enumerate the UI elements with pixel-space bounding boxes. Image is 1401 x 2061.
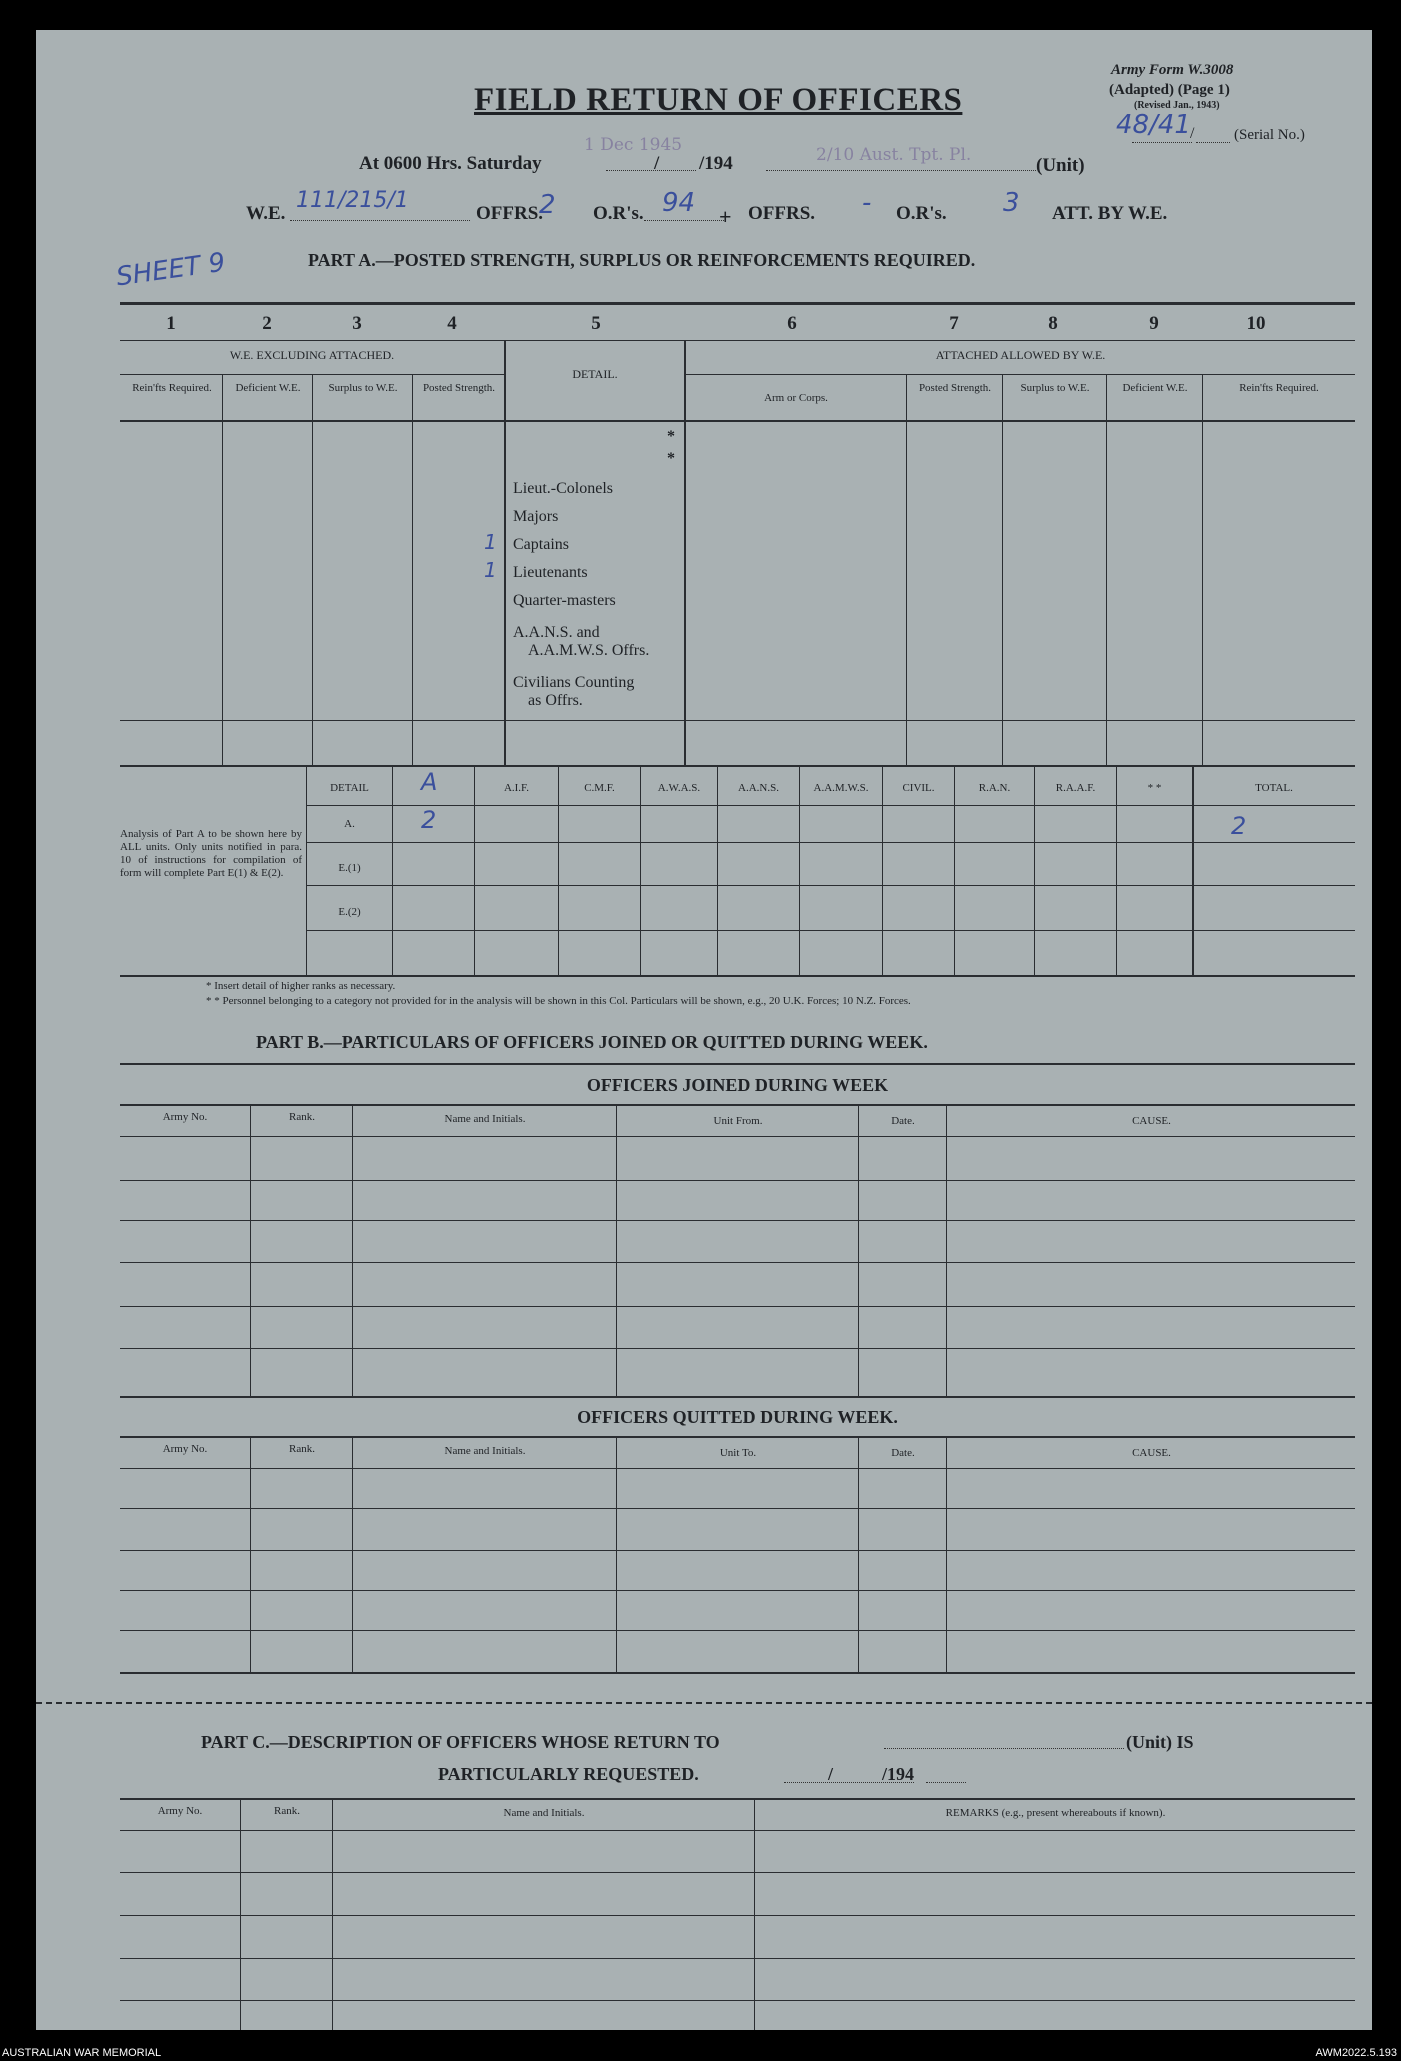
part-c-row-5 [120,2000,1355,2001]
joined-col-date: Date. [891,1115,915,1127]
serial-sep: / [1190,125,1195,142]
we-dotted [290,220,470,221]
quitted-v1 [250,1438,251,1672]
rank-civilians: Civilians Counting [513,674,635,691]
col-num-8: 8 [1048,313,1058,334]
col-num-2: 2 [262,313,272,334]
at-sep-2: /194 [699,153,733,174]
footer-institution: AUSTRALIAN WAR MEMORIAL [2,2047,162,2059]
joined-col-cause: CAUSE. [1132,1115,1171,1127]
rank-aans: A.A.N.S. and [513,624,600,641]
part-a-top-rule [120,302,1355,305]
footnote-2: * * Personnel belonging to a category not provided for in the analysis will be shown in this Col. Particulars will be shown, e.g., 20 U.K. Forces; 10 N.Z. Forces. [206,995,911,1007]
quitted-col-date: Date. [891,1447,915,1459]
form-page [36,30,1372,2030]
quitted-row-1 [120,1468,1355,1469]
joined-col-unit-from: Unit From. [713,1115,763,1127]
joined-row-1 [120,1136,1355,1137]
quitted-col-rank: Rank. [289,1443,315,1455]
right-col-surplus: Surplus to W.E. [1020,382,1090,394]
handwritten-lieutenants: 1 [484,558,497,582]
star-2: * [667,450,675,467]
joined-v3 [616,1106,617,1396]
ors-dotted [644,220,724,221]
analysis-v11 [1192,767,1194,975]
rank-aamws: A.A.M.W.S. Offrs. [528,642,650,659]
quitted-title: OFFICERS QUITTED DURING WEEK. [577,1407,898,1427]
analysis-v4 [640,767,641,975]
analysis-hdr-aif: A.I.F. [503,782,530,794]
vline-a9 [1202,375,1203,765]
we-label: W.E. [246,203,286,224]
vline-a2 [312,375,313,765]
handwritten-analysis-a-val: 2 [421,806,437,834]
rank-lieutenants: Lieutenants [513,564,588,581]
joined-v1 [250,1106,251,1396]
form-adapted: (Adapted) (Page 1) [1109,82,1230,98]
at-sep-1: / [654,153,660,174]
part-c-date: /194 [882,1764,915,1784]
joined-bottom-rule [120,1396,1355,1398]
part-c-date-dotted-2 [926,1782,966,1783]
analysis-hdr-ran: R.A.N. [978,782,1011,794]
we-excluding-label: W.E. EXCLUDING ATTACHED. [229,348,395,362]
part-c-requested: PARTICULARLY REQUESTED. [438,1764,699,1784]
star-1: * [667,428,675,445]
att-subhead-rule [684,374,1355,375]
vline-a6 [906,375,907,765]
joined-v4 [858,1106,859,1396]
rank-as-offrs: as Offrs. [528,692,583,709]
quitted-col-unit-to: Unit To. [719,1447,757,1459]
analysis-v1 [392,767,393,975]
vline-a3 [412,375,413,765]
analysis-hdr-raaf: R.A.A.F. [1055,782,1096,794]
joined-col-army-no: Army No. [162,1111,208,1123]
part-c-col-name: Name and Initials. [503,1807,585,1819]
joined-row-5 [120,1306,1355,1307]
col-num-3: 3 [352,313,362,334]
offrs-2: OFFRS. [748,203,816,224]
rank-quarter-masters: Quarter-masters [513,592,616,609]
plus-sign: + [719,204,732,229]
serial-dotted-2 [1196,128,1230,143]
handwritten-offrs-2: - [862,188,872,218]
quitted-row-5 [120,1630,1355,1631]
left-col-surplus: Surplus to W.E. [328,382,398,394]
joined-row-2 [120,1180,1355,1181]
analysis-v9 [1034,767,1035,975]
joined-top-rule [120,1104,1355,1106]
analysis-v7 [882,767,883,975]
date-stamp: 1 Dec 1945 [584,135,683,155]
analysis-hdr-other: * * [1147,782,1162,794]
quitted-row-4 [120,1590,1355,1591]
unit-label: (Unit) [1036,155,1085,176]
col-num-9: 9 [1149,313,1159,334]
part-c-row-4 [120,1958,1355,1959]
analysis-hdr-civil: CIVIL. [902,782,935,794]
analysis-row-e2-rule [306,930,1355,931]
col-num-10: 10 [1246,313,1266,334]
right-col-posted: Posted Strength. [918,382,992,394]
analysis-hdr-cmf: C.M.F. [584,782,615,794]
col-num-5: 5 [591,313,601,334]
form-revised: (Revised Jan., 1943) [1134,100,1220,111]
at-line: At 0600 Hrs. Saturday [359,153,542,174]
handwritten-ors-2: 3 [1003,188,1020,218]
quitted-v5 [946,1438,947,1672]
analysis-hdr-detail: DETAIL [330,782,369,794]
analysis-v6 [799,767,800,975]
ors-1: O.R's. [593,203,644,224]
vline-a4 [504,340,506,765]
handwritten-captains: 1 [484,530,497,554]
right-col-deficient: Deficient W.E. [1122,382,1188,394]
part-c-row-2 [120,1872,1355,1873]
right-col-arm: Arm or Corps. [764,392,828,404]
att-by-we: ATT. BY W.E. [1052,203,1168,224]
part-a-numrow-rule [120,340,1355,341]
part-c-date-sep: / [828,1764,834,1784]
part-a-total-rule [120,720,1355,721]
handwritten-we: 111/215/1 [296,188,409,213]
handwritten-analysis-total: 2 [1231,812,1247,840]
analysis-hdr-awas: A.W.A.S. [657,782,701,794]
vline-a8 [1106,375,1107,765]
analysis-note: Analysis of Part A to be shown here by ALL units. Only units notified in para. 10 of instructions for compilation of form will complete Part E(1) & E(2). [120,828,302,879]
analysis-v3 [558,767,559,975]
analysis-row-e2: E.(2) [338,906,361,918]
footer-accession: AWM2022.5.193 [1315,2047,1397,2059]
vline-a7 [1002,375,1003,765]
footnote-1: * Insert detail of higher ranks as necessary. [206,980,396,992]
part-b-top-rule [120,1063,1355,1065]
attached-allowed-label: ATTACHED ALLOWED BY W.E. [935,348,1106,362]
joined-row-6 [120,1348,1355,1349]
analysis-row-a: A. [344,818,355,830]
part-c-heading-end: (Unit) IS [1126,1732,1194,1752]
col-num-4: 4 [447,313,457,334]
left-col-deficient: Deficient W.E. [235,382,301,394]
rank-lt-colonels: Lieut.-Colonels [513,480,613,497]
part-c-row-3 [120,1915,1355,1916]
quitted-row-3 [120,1550,1355,1551]
part-c-col-rank: Rank. [274,1805,300,1817]
unit-stamp: 2/10 Aust. Tpt. Pl. [816,145,972,165]
part-a-header-rule [120,420,1355,422]
analysis-hdr-aamws: A.A.M.W.S. [813,782,869,794]
analysis-v2 [474,767,475,975]
analysis-hdr-aans: A.A.N.S. [738,782,779,794]
analysis-row-a-rule [306,842,1355,843]
col-num-1: 1 [166,313,176,334]
quitted-v2 [352,1438,353,1672]
joined-v2 [352,1106,353,1396]
cut-line [36,1702,1372,1704]
vline-a1 [222,375,223,765]
analysis-v8 [954,767,955,975]
part-c-heading: PART C.—DESCRIPTION OF OFFICERS WHOSE RETURN TO [201,1732,720,1752]
quitted-row-2 [120,1508,1355,1509]
handwritten-offrs-1: 2 [539,190,556,220]
handwritten-sheet: SHEET 9 [114,247,228,293]
analysis-hdr-total: TOTAL. [1255,782,1293,794]
quitted-col-name: Name and Initials. [444,1445,526,1457]
col-num-7: 7 [949,313,959,334]
offrs-1: OFFRS. [476,203,544,224]
ors-2: O.R's. [896,203,947,224]
joined-col-name: Name and Initials. [444,1113,526,1125]
joined-col-rank: Rank. [289,1111,315,1123]
part-c-unit-dotted [884,1748,1124,1749]
detail-label: DETAIL. [572,367,618,381]
handwritten-ors-1: 94 [662,188,696,218]
part-c-col-remarks: REMARKS (e.g., present whereabouts if known). [945,1807,1166,1819]
left-col-posted: Posted Strength. [422,382,496,394]
quitted-v3 [616,1438,617,1672]
analysis-v10 [1116,767,1117,975]
joined-v5 [946,1106,947,1396]
analysis-v5 [717,767,718,975]
analysis-hdr-rule [306,805,1355,806]
joined-row-4 [120,1262,1355,1263]
rank-captains: Captains [513,536,569,553]
quitted-v4 [858,1438,859,1672]
right-col-reinfts: Rein'fts Required. [1239,382,1319,394]
part-c-top-rule [120,1798,1355,1800]
analysis-row-e1: E.(1) [338,862,361,874]
handwritten-analysis-a: A [421,768,438,796]
quitted-bottom-rule [120,1672,1355,1674]
left-col-reinfts: Rein'fts Required. [132,382,212,394]
date-dotted-1 [606,170,696,171]
col-num-6: 6 [787,313,797,334]
unit-dotted [766,170,1036,171]
part-b-heading: PART B.—PARTICULARS OF OFFICERS JOINED OR QUITTED DURING WEEK. [256,1032,928,1052]
joined-title: OFFICERS JOINED DURING WEEK [586,1075,889,1095]
quitted-col-army-no: Army No. [162,1443,208,1455]
serial-label: (Serial No.) [1234,127,1305,143]
joined-row-3 [120,1220,1355,1221]
quitted-top-rule [120,1436,1355,1438]
rank-majors: Majors [513,508,559,525]
handwritten-serial: 48/41 [1116,110,1191,140]
part-a-heading: PART A.—POSTED STRENGTH, SURPLUS OR REINFORCEMENTS REQUIRED. [308,250,976,270]
part-c-col-army-no: Army No. [157,1805,203,1817]
part-c-row-1 [120,1830,1355,1831]
quitted-col-cause: CAUSE. [1132,1447,1171,1459]
analysis-row-e1-rule [306,885,1355,886]
form-title: FIELD RETURN OF OFFICERS [474,82,963,118]
army-form-number: Army Form W.3008 [1111,62,1234,78]
analysis-bottom-rule [120,975,1355,977]
